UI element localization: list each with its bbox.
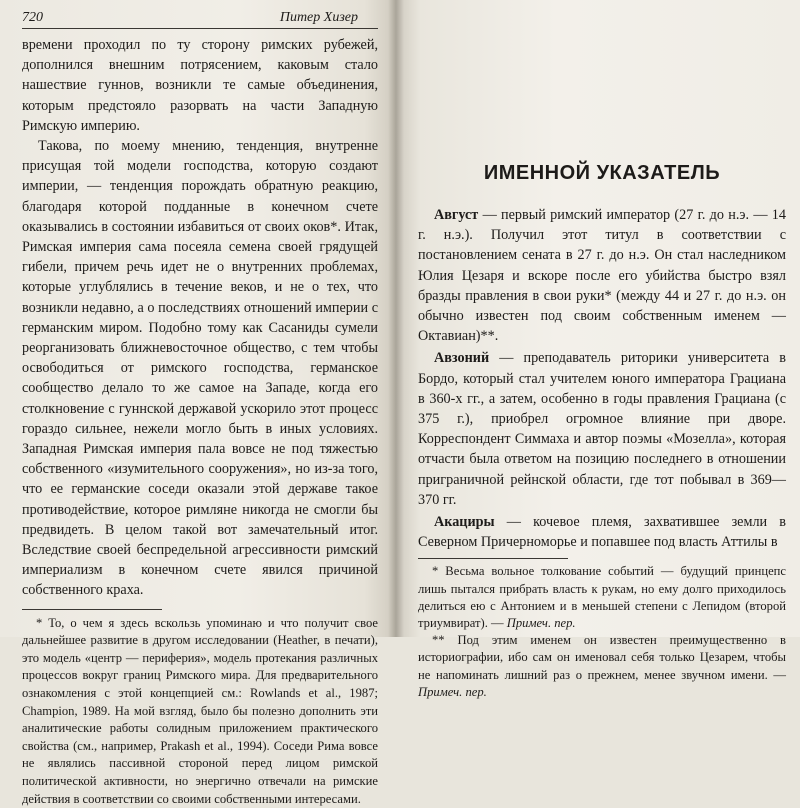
footnotes <box>418 558 786 701</box>
page-number: 720 <box>22 10 43 25</box>
index-term: Август <box>434 207 479 223</box>
index-description: — преподаватель риторики университета в Бордо, который стал учителем юного императора Грациана в 360-х гг., а затем, особенно в годы правления Грациана (с 375 г.), приобрел огромное влияние при дворе. Корреспондент Симмаха и автор поэмы «Мозелла», которая отчасти была ответом на позицию последнего в отношении приграничной рейнской области, где тот побывал в 369—370 гг. <box>418 350 786 508</box>
index-entry <box>418 512 786 552</box>
paragraph: Такова, по моему мнению, тенденция, внутренне присущая той модели господства, которую создают империи, — тенденция порождать обратную реакцию, благодаря которой подданные в конечном счете оказывались в состоянии избавиться от своих оков*. Итак, Римская империя сама посеяла семена своей грядущей гибели, причем речь идет не о внутренних проблемах, которые углублялись в течение веков, и не о тех, что возникли недавно, а о последствиях отношений империи с германским миром. Подобно тому как Сасаниды сумели реорганизовать ближневосточное общество, с тем чтобы освободиться от римского господства, германское сообщество делало то же самое на Западе, когда его столкновение с гуннской державой ускорило этот процесс гораздо сильнее, нежели могло быть в иных условиях. Западная Римская империя пала вовсе не под тяжестью собственного «изумительного сооружения», но из-за того, что ее германские соседи оказали этой державе такое противодействие, которое римляне никогда не смогли бы предвидеть. В целом такой вот замечательный итог. Вследствие своей беспредельной агрессивности римский империализм в конечном счете явился причиной собственного краха. <box>22 138 378 599</box>
index-entry <box>418 205 786 346</box>
running-author: Питер Хизер <box>279 10 358 25</box>
index-description: — кочевое племя, захватившее земли в Северном Причерноморье и попавшее под власть Аттилы в <box>418 514 786 551</box>
footnote-source: Примеч. пер. <box>418 684 487 699</box>
footnote-text: * То, о чем я здесь вскользь упоминаю и что получит свое дальнейшее развитие в другом исследовании (Heather, в печати), это модель «центр — периферия», модель протекания различных процессов вокруг границ Римского мира. Для предварительного ознакомления с этой концепцией см.: Rowlands et al., 1987; Champion, 1989. На мой взгляд, было бы полезно дополнить эти аналитические работы солидным приложением практического свойства (см., например, Prakash et al., 1994). Соседи Рима вовсе не являлись пассивной стороной перед лицом римской политической активности, но энергично отвечали на римские действия в соответствии со своими собственными интересами. <box>22 615 378 806</box>
index-title: ИМЕННОЙ УКАЗАТЕЛЬ <box>483 162 721 184</box>
footnote <box>418 632 786 701</box>
body-text <box>22 35 378 601</box>
left-page <box>0 0 396 806</box>
index-term: Акациры <box>434 514 495 531</box>
footnote <box>418 563 786 632</box>
right-page <box>396 0 800 699</box>
footnote-text: * Весьма вольное толкование событий — будущий принцепс лишь пытался прибрать власть к рукам, но ему долго приходилось делиться ею с Антонием и в меньшей степени с Лепидом (второй триумвират). — <box>418 564 786 631</box>
running-head <box>22 10 378 29</box>
footnote-rule <box>22 609 162 610</box>
footnote-rule <box>418 558 568 559</box>
footnote <box>22 615 378 808</box>
index-term: Авзоний <box>434 350 490 367</box>
footnote-text: ** Под этим именем он известен преимущественно в историографии, ибо сам он именовал себя только Цезарем, чтобы не напоминать лишний раз о прежнем, менее звучном имени. — <box>418 633 786 682</box>
paragraph: времени проходил по ту сторону римских рубежей, дополнился внешним потрясением, каковым стало нашествие гуннов, возникли те самые объединения, которым предстояло разорвать на части Западную Римскую империю. <box>22 37 378 134</box>
footnote-source: Примеч. пер. <box>506 616 576 631</box>
index-entry <box>418 348 786 510</box>
index-description: — первый римский император (27 г. до н.э. — 14 г. н.э.). Получил этот титул в соответствии с постановлением сената в 27 г. до н.э. Он стал наследником Юлия Цезаря и вскоре после его убийства быстро взял бразды правления в свои руки* (между 44 и 27 г. до н.э. он обычно известен под своим собственным именем — Октавиан)**. <box>418 207 786 345</box>
